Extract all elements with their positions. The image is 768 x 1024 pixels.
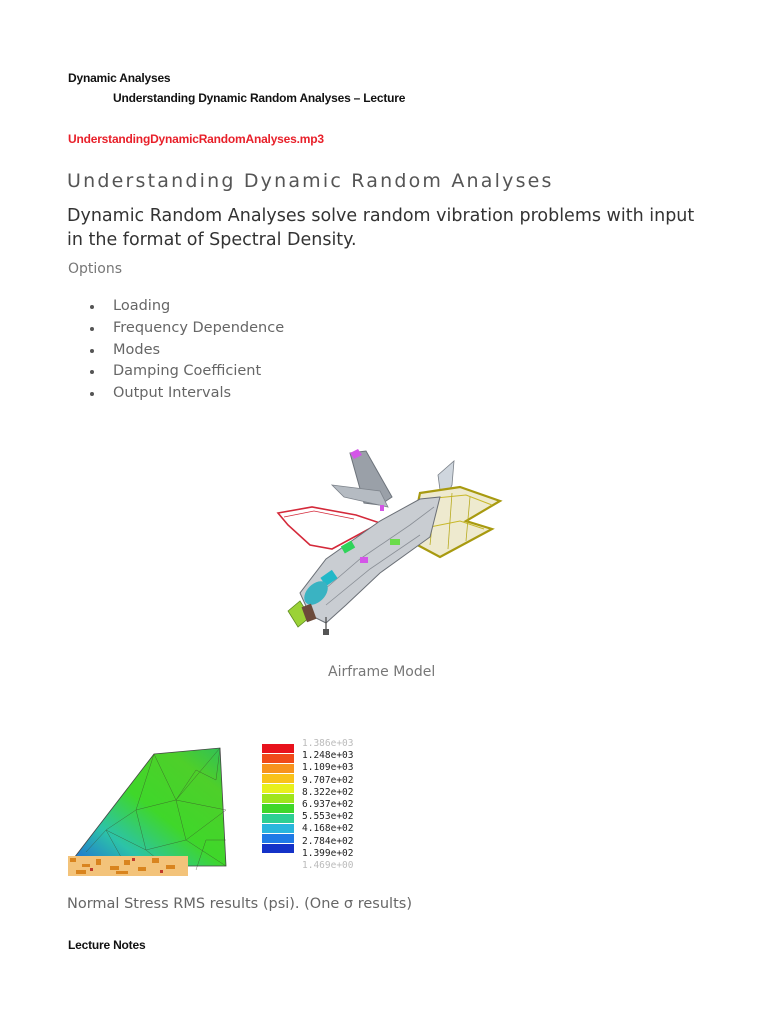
legend-label: 6.937e+02 xyxy=(302,798,354,810)
list-item: Loading xyxy=(87,296,284,318)
list-item: Frequency Dependence xyxy=(87,318,284,340)
audio-file-link[interactable]: UnderstandingDynamicRandomAnalyses.mp3 xyxy=(68,132,324,146)
intro-paragraph: Dynamic Random Analyses solve random vibration problems with input in the format of Spectral Density. xyxy=(67,206,695,250)
legend-color-swatch xyxy=(262,834,294,844)
legend-label: 1.248e+03 xyxy=(302,750,354,762)
options-list xyxy=(87,296,284,405)
list-item: Modes xyxy=(87,340,284,362)
legend-label: 1.469e+00 xyxy=(302,859,354,871)
color-legend-bar xyxy=(262,744,294,864)
stress-caption: Normal Stress RMS results (psi). (One σ results) xyxy=(67,896,412,912)
options-label: Options xyxy=(68,261,123,277)
list-item: Damping Coefficient xyxy=(87,361,284,383)
list-item: Output Intervals xyxy=(87,383,284,405)
legend-label: 9.707e+02 xyxy=(302,774,354,786)
legend-color-swatch xyxy=(262,774,294,784)
legend-color-swatch xyxy=(262,794,294,804)
legend-label: 1.109e+03 xyxy=(302,762,354,774)
legend-color-swatch xyxy=(262,824,294,834)
legend-color-swatch xyxy=(262,844,294,854)
legend-color-swatch xyxy=(262,754,294,764)
lecture-notes-heading: Lecture Notes xyxy=(68,938,146,952)
breadcrumb-title: Dynamic Analyses xyxy=(68,71,171,85)
legend-label: 4.168e+02 xyxy=(302,823,354,835)
legend-color-swatch xyxy=(262,784,294,794)
legend-color-swatch xyxy=(262,814,294,824)
legend-color-swatch xyxy=(262,744,294,754)
breadcrumb-subtitle: Understanding Dynamic Random Analyses – Lecture xyxy=(113,91,406,105)
page-title: Understanding Dynamic Random Analyses xyxy=(67,170,554,192)
legend-label: 2.784e+02 xyxy=(302,835,354,847)
legend-label: 1.386e+03 xyxy=(302,738,354,749)
airframe-model-image xyxy=(270,445,510,640)
legend-label: 8.322e+02 xyxy=(302,786,354,798)
airframe-caption: Airframe Model xyxy=(328,664,436,680)
color-legend-labels xyxy=(302,738,353,872)
stress-contour-image xyxy=(66,740,256,882)
legend-label: 5.553e+02 xyxy=(302,811,354,823)
legend-color-swatch xyxy=(262,804,294,814)
legend-label: 1.399e+02 xyxy=(302,847,354,859)
legend-color-swatch xyxy=(262,764,294,774)
